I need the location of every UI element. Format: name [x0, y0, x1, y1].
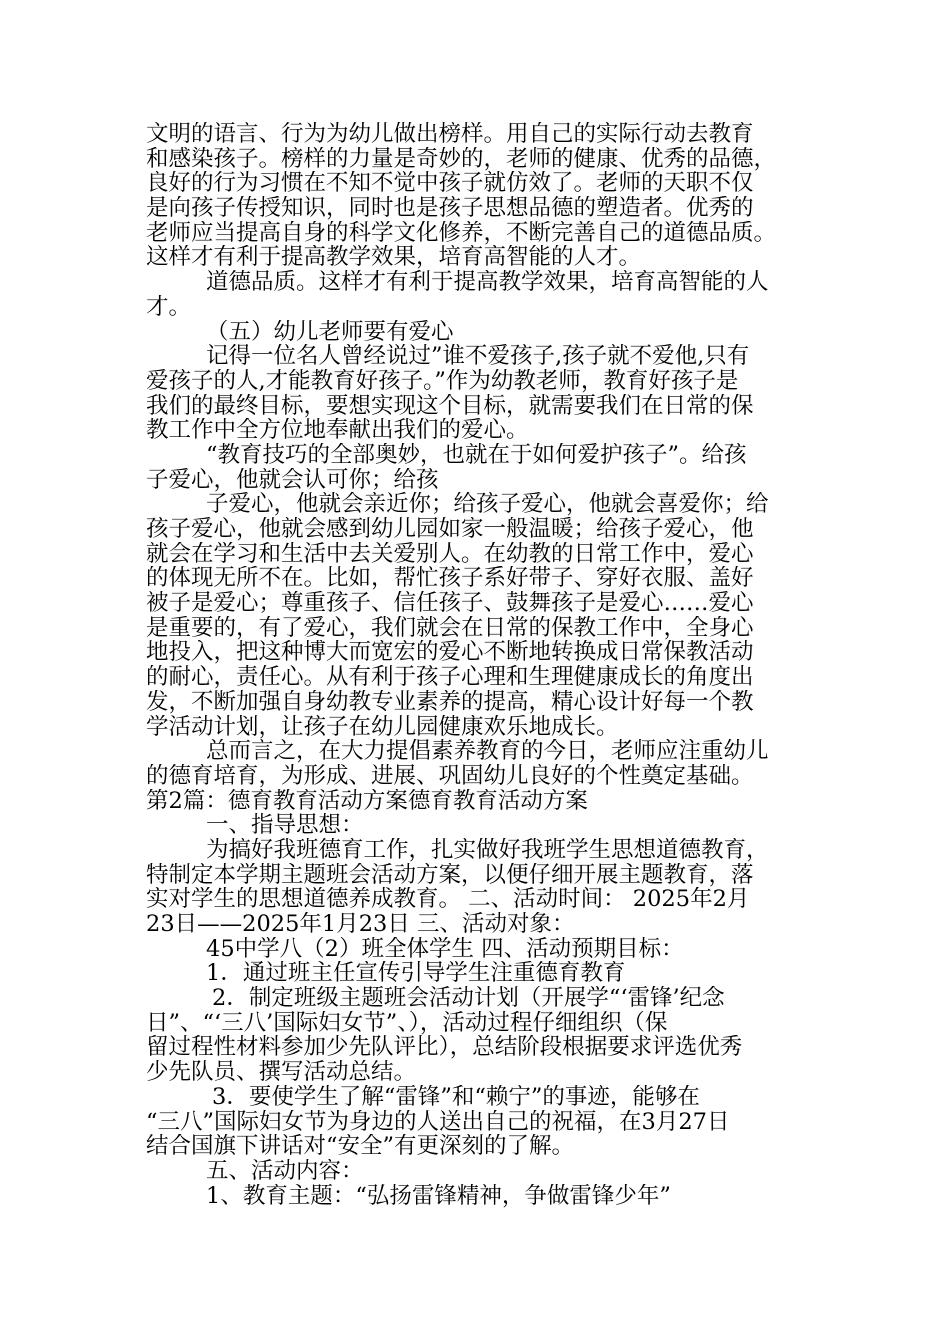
text-line: 第2篇：德育教育活动方案德育教育活动方案: [146, 788, 588, 814]
text-line: 记得一位名人曾经说过”谁不爱孩子,孩子就不爱他,只有: [206, 344, 750, 369]
text-line: 这样才有利于提高教学效果，培育高智能的人才。: [146, 245, 642, 271]
text-line: 子爱心，他就会认可你；给孩: [146, 467, 439, 493]
text-line: 为搞好我班德育工作，扎实做好我班学生思想道德教育，: [206, 837, 769, 863]
text-line: 1、教育主题：“弘扬雷锋精神，争做雷锋少年”: [206, 1183, 671, 1209]
text-line: 总而言之，在大力提倡素养教育的今日，老师应注重幼儿: [206, 739, 769, 764]
text-line: 地投入，把这种博大而宽宏的爱心不断地转换成日常保教活动: [146, 640, 754, 666]
text-line: 特制定本学期主题班会活动方案，以便仔细开展主题教育，落: [146, 862, 754, 888]
text-line: 老师应当提高自身的科学文化修养，不断完善自己的道德品质。: [146, 220, 777, 246]
text-line: 发，不断加强自身幼教专业素养的提高，精心设计好每一个教: [146, 689, 754, 715]
text-line: 留过程性材料参加少先队评比），总结阶段根据要求评选优秀: [146, 1035, 743, 1061]
text-line: 是向孩子传授知识，同时也是孩子思想品德的塑造者。优秀的: [146, 196, 754, 221]
text-line: “教育技巧的全部奥妙，也就在于如何爱护孩子”。给孩: [206, 442, 747, 468]
text-line: 五、活动内容：: [206, 1158, 364, 1184]
text-line: 教工作中全方位地奉献出我们的爱心。: [146, 418, 529, 443]
text-line: 孩子爱心，他就会感到幼儿园如家一般温暖；给孩子爱心，他: [146, 517, 754, 542]
document-body: [146, 122, 810, 1208]
text-line: 3．要使学生了解“雷锋”和“赖宁”的事迹，能够在: [212, 1084, 700, 1110]
text-line: 就会在学习和生活中去关爱别人。在幼教的日常工作中，爱心: [146, 541, 754, 567]
text-line: 的德育培育，为形成、进展、巩固幼儿良好的个性奠定基础。: [146, 763, 754, 789]
text-line: 实对学生的思想道德养成教育。 二、活动时间： 2025年2月: [146, 887, 750, 912]
text-line: “三八”国际妇女节为身边的人送出自己的祝福，在3月27日: [146, 1109, 730, 1135]
text-line: 学活动计划，让孩子在幼儿园健康欢乐地成长。: [146, 714, 619, 740]
text-line: 良好的行为习惯在不知不觉中孩子就仿效了。老师的天职不仅: [146, 171, 754, 197]
text-line: 我们的最终目标，要想实现这个目标，就需要我们在日常的保: [146, 393, 754, 419]
text-line: 才。: [146, 294, 192, 320]
text-line: 日”、“‘三八’国际妇女节”、），活动过程仔细组织（保: [146, 1010, 668, 1036]
text-line: 一、指导思想：: [206, 813, 364, 838]
text-line: 被子是爱心；尊重孩子、信任孩子、鼓舞孩子是爱心……爱心: [146, 591, 754, 616]
text-line: 的体现无所不在。比如，帮忙孩子系好带子、穿好衣服、盖好: [146, 566, 754, 592]
text-line: 少先队员、撰写活动总结。: [146, 1060, 417, 1085]
text-line: 结合国旗下讲话对“安全”有更深刻的了解。: [146, 1134, 575, 1159]
text-line: 文明的语言、行为为幼儿做出榜样。用自己的实际行动去教育: [146, 122, 754, 147]
text-line: 道德品质。这样才有利于提高教学效果，培育高智能的人: [206, 270, 769, 295]
text-line: （五）幼儿老师要有爱心: [206, 319, 454, 345]
text-line: 23日——2025年1月23日 三、活动对象：: [146, 912, 575, 937]
text-line: 是重要的，有了爱心，我们就会在日常的保教工作中，全身心: [146, 615, 754, 641]
text-line: 爱孩子的人,才能教育好孩子。”作为幼教老师，教育好孩子是: [146, 368, 739, 394]
text-line: 子爱心，他就会亲近你；给孩子爱心，他就会喜爱你；给: [206, 492, 769, 517]
text-line: 和感染孩子。榜样的力量是奇妙的，老师的健康、优秀的品德，: [146, 146, 777, 172]
text-line: 45中学八（2）班全体学生 四、活动预期目标：: [206, 936, 684, 962]
text-line: 2．制定班级主题班会活动计划（开展学“‘雷锋’纪念: [212, 986, 725, 1011]
text-line: 的耐心，责任心。从有利于孩子心理和生理健康成长的角度出: [146, 665, 754, 690]
text-line: 1．通过班主任宣传引导学生注重德育教育: [206, 961, 626, 987]
